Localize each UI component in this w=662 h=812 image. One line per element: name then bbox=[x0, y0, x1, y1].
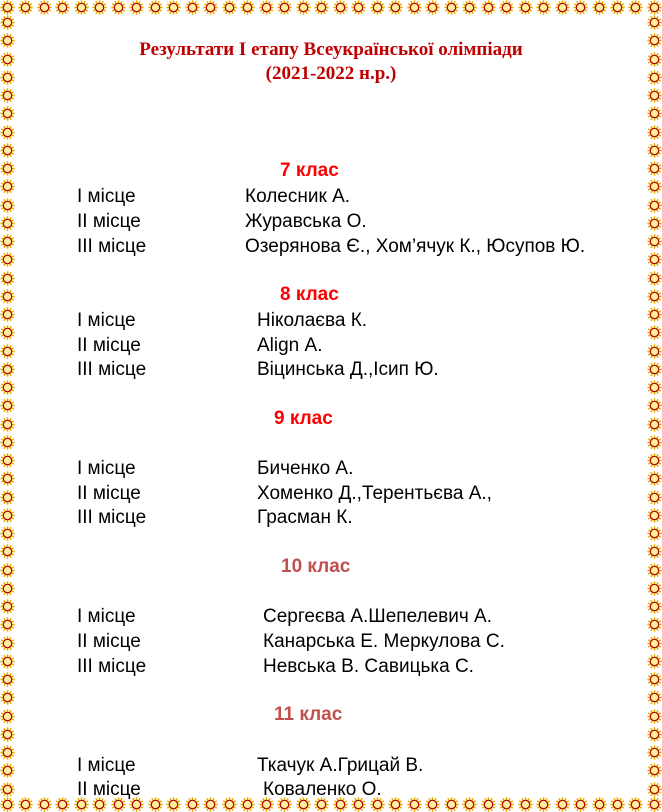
sun-icon bbox=[0, 797, 15, 812]
sun-icon bbox=[647, 179, 662, 194]
sun-icon bbox=[0, 106, 15, 121]
sun-icon bbox=[0, 417, 15, 432]
grade-heading: 7 клас bbox=[280, 160, 339, 181]
place-label: ІІ місце bbox=[77, 211, 141, 232]
border-right bbox=[647, 15, 662, 797]
place-label: І місце bbox=[77, 458, 136, 479]
sun-icon bbox=[462, 797, 477, 812]
sun-icon bbox=[0, 125, 15, 140]
sun-icon bbox=[0, 380, 15, 395]
sun-icon bbox=[647, 526, 662, 541]
place-label: ІІІ місце bbox=[77, 507, 147, 528]
sun-icon bbox=[0, 471, 15, 486]
sun-icon bbox=[647, 435, 662, 450]
page-subtitle: (2021-2022 н.р.) bbox=[265, 63, 397, 84]
page-title: Результати І етапу Всеукраїнської олімпіади bbox=[139, 39, 523, 60]
sun-icon bbox=[647, 252, 662, 267]
sun-icon bbox=[37, 0, 52, 15]
sun-icon bbox=[647, 690, 662, 705]
sun-icon bbox=[0, 161, 15, 176]
sun-icon bbox=[203, 797, 218, 812]
place-label: І місце bbox=[77, 310, 136, 331]
sun-icon bbox=[444, 797, 459, 812]
sun-icon bbox=[0, 636, 15, 651]
sun-icon bbox=[647, 672, 662, 687]
sun-icon bbox=[573, 0, 588, 15]
sun-icon bbox=[647, 216, 662, 231]
sun-icon bbox=[628, 797, 643, 812]
sun-icon bbox=[647, 471, 662, 486]
sun-icon bbox=[518, 0, 533, 15]
sun-icon bbox=[425, 0, 440, 15]
place-label: І місце bbox=[77, 186, 136, 207]
sun-icon bbox=[0, 617, 15, 632]
sun-icon bbox=[647, 234, 662, 249]
sun-icon bbox=[647, 289, 662, 304]
sun-icon bbox=[647, 490, 662, 505]
sun-icon bbox=[333, 0, 348, 15]
sun-icon bbox=[647, 797, 662, 812]
sun-icon bbox=[647, 727, 662, 742]
sun-icon bbox=[647, 544, 662, 559]
sun-icon bbox=[240, 797, 255, 812]
sun-icon bbox=[222, 0, 237, 15]
sun-icon bbox=[647, 380, 662, 395]
sun-icon bbox=[18, 0, 33, 15]
sun-icon bbox=[573, 797, 588, 812]
sun-icon bbox=[166, 0, 181, 15]
sun-icon bbox=[0, 508, 15, 523]
sun-icon bbox=[240, 0, 255, 15]
sun-icon bbox=[647, 617, 662, 632]
sun-icon bbox=[647, 417, 662, 432]
sun-icon bbox=[351, 0, 366, 15]
sun-icon bbox=[425, 797, 440, 812]
sun-icon bbox=[296, 0, 311, 15]
sun-icon bbox=[444, 0, 459, 15]
sun-icon bbox=[647, 271, 662, 286]
sun-icon bbox=[0, 271, 15, 286]
sun-icon bbox=[628, 0, 643, 15]
sun-icon bbox=[203, 0, 218, 15]
sun-icon bbox=[111, 0, 126, 15]
sun-icon bbox=[647, 0, 662, 15]
sun-icon bbox=[18, 797, 33, 812]
sun-icon bbox=[610, 797, 625, 812]
sun-icon bbox=[647, 398, 662, 413]
sun-icon bbox=[0, 307, 15, 322]
winner-names: Канарська Е. Меркулова С. bbox=[263, 631, 505, 652]
sun-icon bbox=[0, 654, 15, 669]
winner-names: Озерянова Є., Хом’ячук К., Юсупов Ю. bbox=[245, 236, 586, 257]
sun-icon bbox=[388, 797, 403, 812]
sun-icon bbox=[647, 453, 662, 468]
sun-icon bbox=[647, 782, 662, 797]
sun-icon bbox=[55, 0, 70, 15]
sun-icon bbox=[0, 690, 15, 705]
sun-icon bbox=[222, 797, 237, 812]
sun-icon bbox=[610, 0, 625, 15]
place-label: ІІІ місце bbox=[77, 656, 147, 677]
sun-icon bbox=[0, 453, 15, 468]
sun-icon bbox=[0, 544, 15, 559]
sun-icon bbox=[518, 797, 533, 812]
sun-icon bbox=[0, 216, 15, 231]
winner-names: Грасман К. bbox=[257, 507, 353, 528]
sun-icon bbox=[0, 179, 15, 194]
sun-icon bbox=[647, 143, 662, 158]
sun-icon bbox=[647, 599, 662, 614]
place-label: І місце bbox=[77, 606, 136, 627]
sun-icon bbox=[592, 0, 607, 15]
border-left bbox=[0, 15, 15, 797]
sun-icon bbox=[499, 797, 514, 812]
sun-icon bbox=[555, 0, 570, 15]
sun-icon bbox=[407, 797, 422, 812]
place-label: І місце bbox=[77, 755, 136, 776]
sun-icon bbox=[259, 0, 274, 15]
sun-icon bbox=[647, 198, 662, 213]
sun-icon bbox=[37, 797, 52, 812]
sun-icon bbox=[647, 709, 662, 724]
sun-icon bbox=[0, 581, 15, 596]
sun-icon bbox=[166, 797, 181, 812]
sun-icon bbox=[647, 88, 662, 103]
sun-icon bbox=[0, 782, 15, 797]
sun-icon bbox=[0, 15, 15, 30]
winner-names: Колесник А. bbox=[245, 186, 351, 207]
sun-icon bbox=[0, 599, 15, 614]
winner-names: Ніколаєва К. bbox=[257, 310, 368, 331]
sun-icon bbox=[148, 797, 163, 812]
winner-names: Биченко А. bbox=[257, 458, 354, 479]
sun-icon bbox=[647, 307, 662, 322]
place-label: ІІІ місце bbox=[77, 236, 147, 257]
sun-icon bbox=[647, 325, 662, 340]
sun-icon bbox=[647, 654, 662, 669]
sun-icon bbox=[0, 526, 15, 541]
sun-icon bbox=[647, 508, 662, 523]
sun-icon bbox=[647, 636, 662, 651]
sun-icon bbox=[314, 0, 329, 15]
sun-icon bbox=[481, 797, 496, 812]
sun-icon bbox=[148, 0, 163, 15]
sun-icon bbox=[0, 252, 15, 267]
winner-names: Журавська О. bbox=[245, 211, 367, 232]
sun-icon bbox=[647, 15, 662, 30]
sun-icon bbox=[0, 709, 15, 724]
winner-names: Хоменко Д.,Терентьєва А., bbox=[257, 483, 492, 504]
sun-icon bbox=[0, 563, 15, 578]
sun-icon bbox=[0, 0, 15, 15]
sun-icon bbox=[647, 362, 662, 377]
sun-icon bbox=[0, 88, 15, 103]
place-label: ІІІ місце bbox=[77, 359, 147, 380]
sun-icon bbox=[647, 581, 662, 596]
sun-icon bbox=[499, 0, 514, 15]
sun-icon bbox=[555, 797, 570, 812]
sun-icon bbox=[647, 763, 662, 778]
sun-icon bbox=[0, 745, 15, 760]
sun-icon bbox=[536, 0, 551, 15]
sun-icon bbox=[0, 234, 15, 249]
sun-icon bbox=[0, 344, 15, 359]
sun-icon bbox=[0, 289, 15, 304]
sun-icon bbox=[0, 727, 15, 742]
sun-icon bbox=[407, 0, 422, 15]
sun-icon bbox=[185, 797, 200, 812]
sun-icon bbox=[647, 563, 662, 578]
winner-names: Align А. bbox=[257, 335, 323, 356]
sun-icon bbox=[129, 0, 144, 15]
sun-icon bbox=[0, 143, 15, 158]
sun-icon bbox=[647, 745, 662, 760]
sun-icon bbox=[536, 797, 551, 812]
sun-icon bbox=[462, 0, 477, 15]
sun-icon bbox=[92, 0, 107, 15]
sun-icon bbox=[647, 161, 662, 176]
sun-icon bbox=[388, 0, 403, 15]
place-label: ІІ місце bbox=[77, 483, 141, 504]
sun-icon bbox=[0, 672, 15, 687]
sun-icon bbox=[55, 797, 70, 812]
sun-icon bbox=[370, 0, 385, 15]
sun-icon bbox=[647, 344, 662, 359]
sun-icon bbox=[0, 763, 15, 778]
sun-icon bbox=[0, 362, 15, 377]
border-top bbox=[0, 0, 662, 15]
winner-names: Віцинська Д.,Ісип Ю. bbox=[257, 359, 439, 380]
sun-icon bbox=[0, 490, 15, 505]
sun-icon bbox=[185, 0, 200, 15]
sun-icon bbox=[277, 0, 292, 15]
place-label: ІІ місце bbox=[77, 631, 141, 652]
sun-icon bbox=[592, 797, 607, 812]
winner-names: Коваленко О. bbox=[263, 779, 382, 800]
sun-icon bbox=[0, 435, 15, 450]
place-label: ІІ місце bbox=[77, 335, 141, 356]
winner-names: Ткачук А.Грицай В. bbox=[257, 755, 424, 776]
winner-names: Невська В. Савицька С. bbox=[263, 656, 474, 677]
grade-heading: 8 клас bbox=[280, 284, 339, 305]
sun-icon bbox=[481, 0, 496, 15]
sun-icon bbox=[0, 325, 15, 340]
sun-icon bbox=[647, 125, 662, 140]
grade-heading: 10 клас bbox=[281, 556, 351, 577]
grade-heading: 9 клас bbox=[274, 408, 333, 429]
sun-icon bbox=[647, 106, 662, 121]
sun-icon bbox=[0, 398, 15, 413]
sun-icon bbox=[0, 198, 15, 213]
place-label: ІІ місце bbox=[77, 779, 141, 800]
sun-icon bbox=[74, 0, 89, 15]
grade-heading: 11 клас bbox=[274, 704, 343, 725]
winner-names: Сергеєва А.Шепелевич А. bbox=[263, 606, 493, 627]
